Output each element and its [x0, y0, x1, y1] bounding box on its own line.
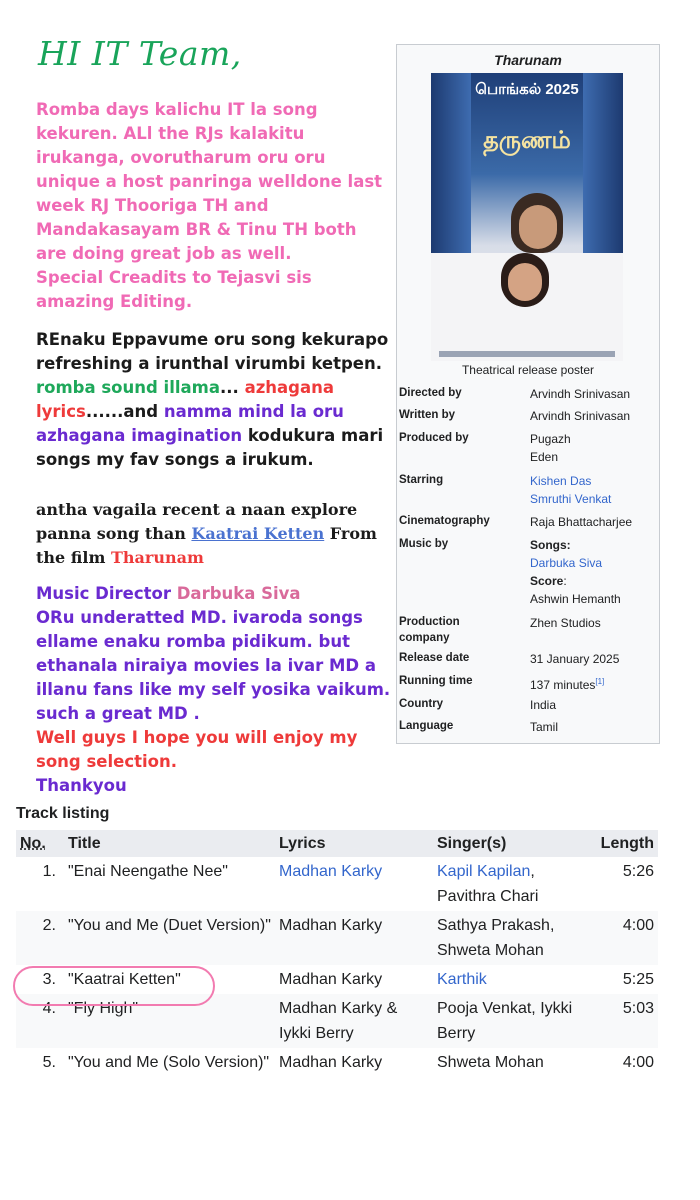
pref-text-2: ...	[220, 378, 245, 397]
highlight-circle	[13, 966, 215, 1006]
track-title: "You and Me (Duet Version)"	[64, 911, 275, 965]
singer-link[interactable]: Kapil Kapilan	[437, 863, 531, 880]
track-length: 5:26	[622, 863, 654, 880]
poster-title: தருணம்	[483, 125, 571, 154]
infobox-label: Running time	[399, 675, 473, 687]
col-length: Length	[591, 830, 658, 857]
songs-label: Songs:	[530, 538, 571, 552]
score-composer: Ashwin Hemanth	[530, 592, 621, 606]
singer-link[interactable]: Karthik	[437, 971, 487, 988]
infobox-label: Production company	[399, 616, 460, 644]
track-no: 1.	[42, 863, 56, 880]
pref-highlight-imagination: namma mind la oru azhagana imagination	[36, 402, 344, 445]
track-length: 4:00	[591, 911, 658, 965]
track-listing-heading: Track listing	[16, 805, 110, 822]
infobox-label: Music by	[399, 538, 449, 550]
star-link-1[interactable]: Kishen Das	[530, 474, 592, 488]
infobox-label: Release date	[399, 652, 470, 664]
col-lyrics: Lyrics	[275, 830, 433, 857]
explore-text-2: From the film	[36, 524, 377, 567]
track-singers: Kapil Kapilan, Pavithra Chari	[437, 863, 539, 905]
explore-text-1: antha vagaila recent a naan explore panna song than	[36, 500, 358, 543]
infobox-value: Arvindh Srinivasan	[530, 409, 631, 423]
md-description: ORu underatted MD. ivaroda songs ellame enaku romba pidikum. but ethanala niraiya movies la ivar MD a illanu fans like my self yosika vaikum. such a great MD .	[36, 608, 391, 723]
infobox-value: 137 minutes[1]	[530, 677, 605, 692]
poster-curtain-right	[583, 73, 623, 273]
pref-text-3: ......and	[85, 402, 164, 421]
track-no: 3.	[42, 971, 56, 988]
infobox-value: Zhen Studios	[530, 616, 601, 630]
greeting-heading: HI IT Team,	[38, 34, 242, 73]
track-lyrics-link[interactable]: Madhan Karky	[279, 863, 383, 880]
music-director-paragraph	[36, 582, 396, 774]
md-hope: Well guys I hope you will enjoy my song selection.	[36, 728, 358, 771]
track-length: 5:25	[622, 971, 654, 988]
track-no: 4.	[16, 994, 64, 1048]
pref-text-1: REnaku Eppavume oru song kekurapo refreshing a irunthal virumbi ketpen.	[36, 330, 389, 373]
infobox-label: Cinematography	[399, 515, 490, 527]
songs-composer-link[interactable]: Darbuka Siva	[530, 556, 603, 570]
star-link-2[interactable]: Smruthi Venkat	[530, 492, 612, 506]
poster-actor-face	[519, 205, 557, 249]
track-listing-table	[16, 830, 658, 1077]
film-poster	[431, 73, 623, 361]
col-singers: Singer(s)	[433, 830, 591, 857]
infobox-value: India	[530, 698, 557, 712]
track-lyrics: Madhan Karky	[279, 1054, 383, 1071]
track-title: "Fly High"	[64, 994, 275, 1048]
infobox-label: Produced by	[399, 432, 469, 444]
track-title: "Enai Neengathe Nee"	[68, 863, 228, 880]
track-singers: Sathya Prakash, Shweta Mohan	[433, 911, 591, 965]
infobox-label: Directed by	[399, 387, 462, 399]
track-title: "Kaatrai Ketten"	[68, 971, 181, 988]
poster-actress-face	[508, 263, 542, 301]
intro-paragraph: Romba days kalichu IT la song kekuren. ALl the RJs kalakitu irukanga, ovorutharum oru oru unique a host panringa welldone last week RJ Thooriga TH and Mandakasayam BR & Tinu TH both are doing great job as well.	[36, 100, 383, 263]
table-header-row	[16, 830, 658, 857]
credits-paragraph: Special Creadits to Tejasvi sis amazing Editing.	[36, 268, 312, 311]
track-lyrics: Madhan Karky	[275, 911, 433, 965]
poster-credits	[439, 351, 615, 357]
table-row	[16, 911, 658, 965]
pref-text-4: kodukura mari songs my fav songs a irukum.	[36, 426, 384, 469]
producer-1: Pugazh	[530, 432, 571, 446]
track-lyrics: Madhan Karky & Iykki Berry	[275, 994, 433, 1048]
infobox-value: Tamil	[530, 720, 559, 734]
infobox-value	[530, 472, 658, 508]
table-row	[16, 857, 658, 911]
infobox-title: Tharunam	[494, 52, 562, 68]
poster-caption: Theatrical release poster	[461, 363, 595, 377]
film-name: Tharunam	[110, 548, 204, 567]
poster-curtain-left	[431, 73, 471, 273]
reference-link[interactable]: [1]	[595, 677, 605, 686]
md-label: Music Director	[36, 584, 177, 603]
track-title: "You and Me (Solo Version)"	[68, 1054, 270, 1071]
track-no: 2.	[16, 911, 64, 965]
track-singers: Shweta Mohan	[437, 1054, 544, 1071]
producer-2: Eden	[530, 450, 559, 464]
pref-highlight-lyrics: azhagana lyrics	[36, 378, 335, 421]
infobox-value: Raja Bhattacharjee	[530, 515, 633, 529]
md-name: Darbuka Siva	[176, 584, 301, 603]
infobox-value: Arvindh Srinivasan	[530, 387, 631, 401]
col-title: Title	[64, 830, 275, 857]
infobox-label: Starring	[399, 474, 444, 486]
thanks-text: Thankyou	[36, 776, 127, 795]
explore-paragraph	[36, 498, 381, 570]
infobox-value	[530, 536, 658, 608]
infobox-label: Country	[399, 698, 444, 710]
track-length: 5:03	[591, 994, 658, 1048]
infobox-value	[530, 430, 658, 466]
track-length: 4:00	[622, 1054, 654, 1071]
col-no: No.	[16, 830, 64, 857]
song-link-kaatrai-ketten[interactable]: Kaatrai Ketten	[191, 524, 325, 543]
track-singers: Pooja Venkat, Iykki Berry	[433, 994, 591, 1048]
score-label: Score:	[530, 574, 567, 588]
table-row	[16, 1048, 658, 1077]
pref-highlight-sound: romba sound illama	[36, 378, 220, 397]
film-infobox	[396, 44, 660, 744]
song-preference-paragraph	[36, 328, 394, 472]
poster-banner: பொங்கல் 2025	[475, 81, 579, 98]
track-no: 5.	[42, 1054, 56, 1071]
infobox-label: Written by	[399, 409, 456, 421]
infobox-value: 31 January 2025	[530, 652, 620, 666]
track-lyrics: Madhan Karky	[279, 971, 383, 988]
infobox-label: Language	[399, 720, 454, 732]
